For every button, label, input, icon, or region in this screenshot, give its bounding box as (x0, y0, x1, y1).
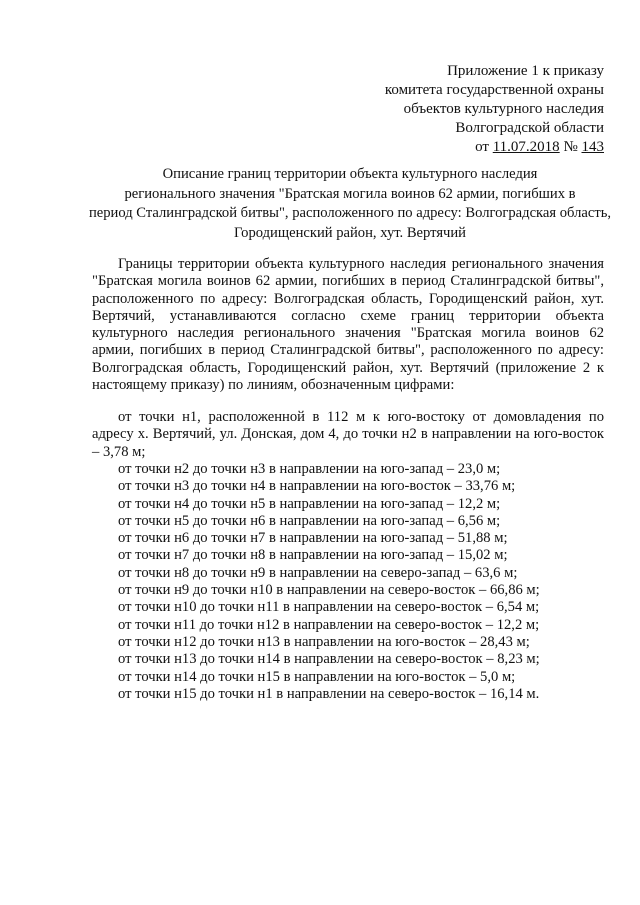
boundary-segment: от точки н2 до точки н3 в направлении на юго-запад – 23,0 м; (118, 461, 501, 477)
header-line-3: объектов культурного наследия (403, 101, 604, 117)
header-line-2: комитета государственной охраны (384, 82, 604, 98)
title-line-2: регионального значения "Братская могила воинов 62 армии, погибших в (124, 185, 576, 202)
boundary-segment: от точки н9 до точки н10 в направлении на северо-восток – 66,86 м; (118, 582, 540, 599)
boundary-segment: от точки н8 до точки н9 в направлении на северо-запад – 63,6 м; (118, 564, 518, 581)
order-number: 143 (581, 139, 604, 155)
boundary-segment: от точки н11 до точки н12 в направлении на северо-восток – 12,2 м; (118, 616, 540, 633)
intro-paragraph: Границы территории объекта культурного наследия регионального значения "Братская могила воинов 62 армии, погибших в период Сталинградской битвы", расположенного по адресу: Волгоградская область, Городищенский район, хут. Вертячий, устанавливаются согласно схеме границ территории объекта культурного наследия регионального значения "Братская могила воинов 62 армии, погибших в период Сталинградской битвы", расположенного по адресу: Волгоградская область, Городищенский район, хут. Вертячий (приложение 2 к настоящему приказу) по линиям, обозначенным цифрами: (92, 256, 604, 394)
title-line-4: Городищенский район, хут. Вертячий (234, 224, 466, 241)
boundary-segment-list (118, 461, 540, 703)
boundary-segment-first: от точки н1, расположенной в 112 м к юго-востоку от домовладения по адресу х. Вертячий, ул. Донская, дом 4, до точки н2 в направлении на юго-восток – 3,78 м; (92, 409, 604, 460)
date-prefix: от (475, 139, 493, 155)
boundary-segment: от точки н15 до точки н1 в направлении на северо-восток – 16,14 м. (118, 685, 540, 702)
document-title (80, 165, 620, 243)
boundary-segment: от точки н4 до точки н5 в направлении на юго-запад – 12,2 м; (118, 495, 501, 512)
boundary-segment: от точки н14 до точки н15 в направлении на юго-восток – 5,0 м; (118, 668, 516, 685)
number-prefix: № (559, 139, 582, 155)
title-line-3: период Сталинградской битвы", расположенного по адресу: Волгоградская область, (88, 205, 612, 221)
boundary-segment: от точки н3 до точки н4 в направлении на юго-восток – 33,76 м; (118, 478, 516, 495)
boundary-segment: от точки н6 до точки н7 в направлении на юго-запад – 51,88 м; (118, 530, 508, 547)
header-line-1: Приложение 1 к приказу (447, 63, 604, 79)
boundary-segment: от точки н5 до точки н6 в направлении на юго-запад – 6,56 м; (118, 512, 501, 529)
order-date-line (385, 138, 604, 157)
boundary-segment: от точки н12 до точки н13 в направлении на юго-восток – 28,43 м; (118, 633, 530, 650)
title-line-1: Описание границ территории объекта культурного наследия (162, 166, 538, 182)
appendix-header (385, 62, 604, 157)
boundary-segment: от точки н7 до точки н8 в направлении на юго-запад – 15,02 м; (118, 547, 508, 564)
boundary-segment: от точки н10 до точки н11 в направлении на северо-восток – 6,54 м; (118, 599, 540, 616)
order-date: 11.07.2018 (492, 139, 560, 155)
boundary-segment: от точки н13 до точки н14 в направлении на северо-восток – 8,23 м; (118, 651, 540, 668)
header-line-4: Волгоградской области (455, 120, 604, 136)
